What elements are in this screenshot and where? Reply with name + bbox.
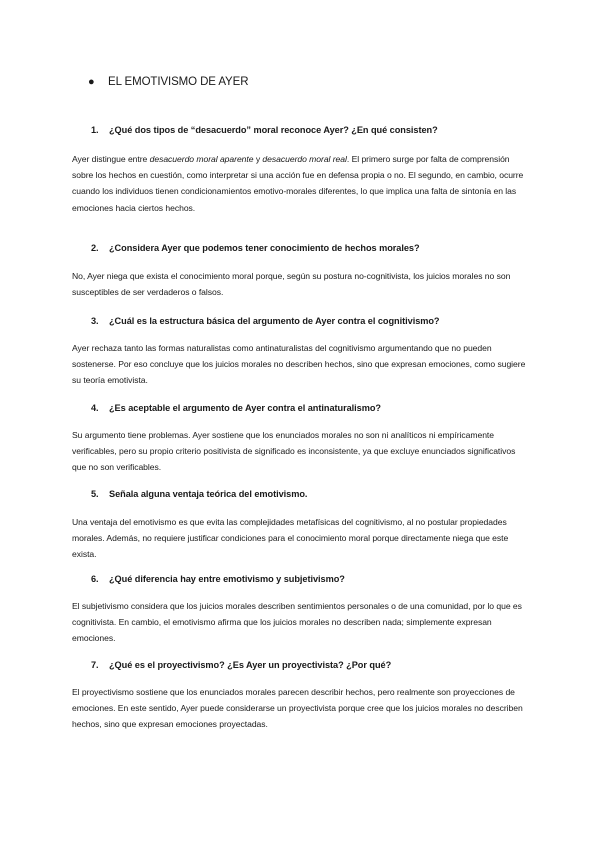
question-text: ¿Considera Ayer que podemos tener conocimiento de hechos morales?: [109, 243, 420, 253]
section-title: [88, 76, 248, 88]
question-number: 7.: [91, 660, 99, 670]
answer-7: El proyectivismo sostiene que los enunciados morales parecen describir hechos, pero realmente son proyecciones de emociones. En este sentido, Ayer puede considerarse un proyectivista porque cree que los juicios morales no describen hechos, sino que expresan emociones proyectadas.: [72, 687, 523, 730]
answer-text: Ayer distingue entre: [72, 154, 150, 164]
question-text: ¿Qué diferencia hay entre emotivismo y subjetivismo?: [109, 574, 345, 584]
question-text: ¿Cuál es la estructura básica del argumento de Ayer contra el cognitivismo?: [109, 316, 440, 326]
question-number: 3.: [91, 316, 99, 326]
question-3: [91, 316, 540, 326]
question-number: 4.: [91, 403, 99, 413]
answer-2: No, Ayer niega que exista el conocimiento moral porque, según su postura no-cognitivista, los juicios morales no son susceptibles de ser verdaderos o falsos.: [72, 271, 511, 298]
question-text: ¿Qué dos tipos de “desacuerdo” moral reconoce Ayer? ¿En qué consisten?: [109, 125, 438, 135]
question-number: 6.: [91, 574, 99, 584]
answer-4: Su argumento tiene problemas. Ayer sostiene que los enunciados morales no son ni analíticos ni empíricamente verificables, pero su propio criterio positivista de significado es inconsistente, ya que excluye enunciados significativos que no son verificables.: [72, 430, 516, 473]
answer-italic: desacuerdo moral real: [262, 154, 347, 164]
answer-text: y: [253, 154, 263, 164]
question-text: ¿Es aceptable el argumento de Ayer contra el antinaturalismo?: [109, 403, 381, 413]
answer-3: Ayer rechaza tanto las formas naturalistas como antinaturalistas del cognitivismo argumentando que no pueden sostenerse. Por eso concluye que los juicios morales no describen hechos, sino que expresan emociones, como sugiere su teoría emotivista.: [72, 343, 526, 386]
question-7: [91, 660, 540, 670]
answer-italic: desacuerdo moral aparente: [149, 154, 254, 164]
question-4: [91, 403, 540, 413]
bullet-icon: ●: [88, 76, 95, 88]
question-number: 5.: [91, 489, 99, 499]
question-1: [91, 125, 540, 135]
title-text: EL EMOTIVISMO DE AYER: [108, 76, 249, 88]
answer-text: . El primero surge por falta de comprensión sobre los hechos en cuestión, como interpretar si una acción fue en defensa propia o no. El segundo, en cambio, ocurre cuando los individuos tienen condicionamientos emotivo-morales diferentes, lo que implica una falta de sintonía en las emociones hacia ciertos hechos.: [72, 154, 524, 213]
question-6: [91, 574, 540, 584]
question-text: ¿Qué es el proyectivismo? ¿Es Ayer un proyectivista? ¿Por qué?: [109, 660, 392, 670]
answer-5: Una ventaja del emotivismo es que evita las complejidades metafísicas del cognitivismo, al no postular propiedades morales. Además, no requiere justificar condiciones para el conocimiento moral porque directamente niega que este exista.: [72, 517, 509, 560]
question-2: [91, 243, 540, 253]
question-number: 2.: [91, 243, 99, 253]
answer-1: [72, 151, 530, 216]
question-text: Señala alguna ventaja teórica del emotivismo.: [109, 489, 308, 499]
question-5: [91, 489, 540, 499]
question-number: 1.: [91, 125, 99, 135]
answer-6: El subjetivismo considera que los juicios morales describen sentimientos personales o de una comunidad, por lo que es cognitivista. En cambio, el emotivismo afirma que los juicios morales no describen nada; simplemente expresan emociones.: [72, 601, 522, 644]
